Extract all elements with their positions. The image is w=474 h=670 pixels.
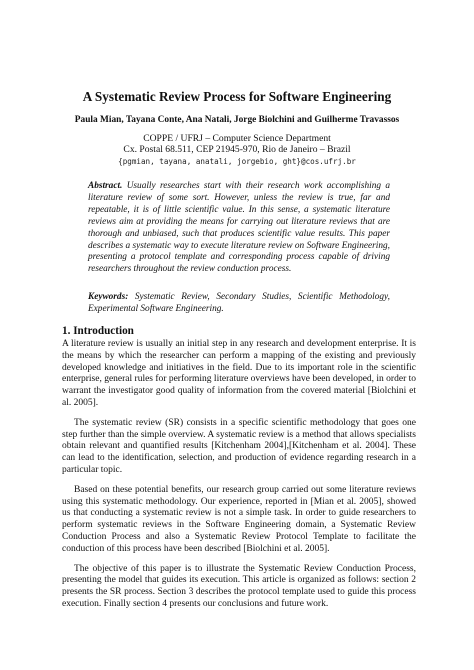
abstract-label: Abstract. bbox=[88, 181, 123, 191]
intro-paragraph-2: The systematic review (SR) consists in a specific scientific methodology that goes one step further than the simple overview. A systematic review is a method that allows specialists obtain relevant and quantified results [Kitchenham 2004],[Kitchenham et al. 2004]. These can lead to the identification, selection, and production of evidence regarding research in a particular topic. bbox=[62, 417, 416, 475]
affiliation-address: Cx. Postal 68.511, CEP 21945-970, Rio de Janeiro – Brazil bbox=[123, 144, 351, 155]
section-heading-introduction: 1. Introduction bbox=[62, 325, 134, 337]
intro-paragraph-1: A literature review is usually an initial step in any research and development enterprise. It is the means by which the researcher can perform a mapping of the existing and previously developed knowledge and initiatives in the field. Due to its important role in the scientific enterprise, general rules for performing literature overviews have been developed, in order to warrant the investigator good quality of information from the covered material [Biolchini et al. 2005]. bbox=[62, 339, 416, 408]
intro-paragraph-4: The objective of this paper is to illustrate the Systematic Review Conduction Process, presenting the model that guides its execution. This article is organized as follows: section 2 presents the SR process. Section 3 describes the protocol template used to guide this process execution. Finally section 4 presents our conclusions and future work. bbox=[62, 563, 416, 609]
keywords-label: Keywords: bbox=[88, 292, 129, 302]
author-emails: {pgmian, tayana, anatali, jorgebio, ght}@cos.ufrj.br bbox=[118, 157, 356, 166]
affiliation-department: COPPE / UFRJ – Computer Science Department bbox=[143, 133, 331, 144]
abstract-text: Usually researches start with their research work accomplishing a literature review of some sort. However, unless the review is true, far and repeatable, it is of little scientific value. In this sense, a systematic literature reviews aim at providing the means for carrying out literature reviews that are thorough and unbiased, such that produces scientific value results. This paper describes a systematic way to execute literature review on Software Engineering, presenting a protocol template and corresponding process capable of driving researchers throughout the review conduction process. bbox=[88, 181, 390, 275]
paper-title: A Systematic Review Process for Software Engineering bbox=[82, 89, 392, 104]
paper-authors: Paula Mian, Tayana Conte, Ana Natali, Jorge Biolchini and Guilherme Travassos bbox=[74, 115, 400, 125]
introduction-body bbox=[62, 339, 416, 619]
abstract bbox=[88, 181, 390, 276]
keywords bbox=[88, 292, 390, 316]
intro-paragraph-3: Based on these potential benefits, our research group carried out some literature reviews using this systematic methodology. Our experience, reported in [Mian et al. 2005], showed us that conducting a systematic review is not a simple task. In order to guide researchers to perform systematic reviews in the Software Engineering domain, a Systematic Review Conduction Process and also a Systematic Review Protocol Template to facilitate the conduction of this process have been described [Biolchini et al. 2005]. bbox=[62, 484, 416, 554]
keywords-text: Systematic Review, Secondary Studies, Scientific Methodology, Experimental Software Engineering. bbox=[88, 292, 390, 314]
